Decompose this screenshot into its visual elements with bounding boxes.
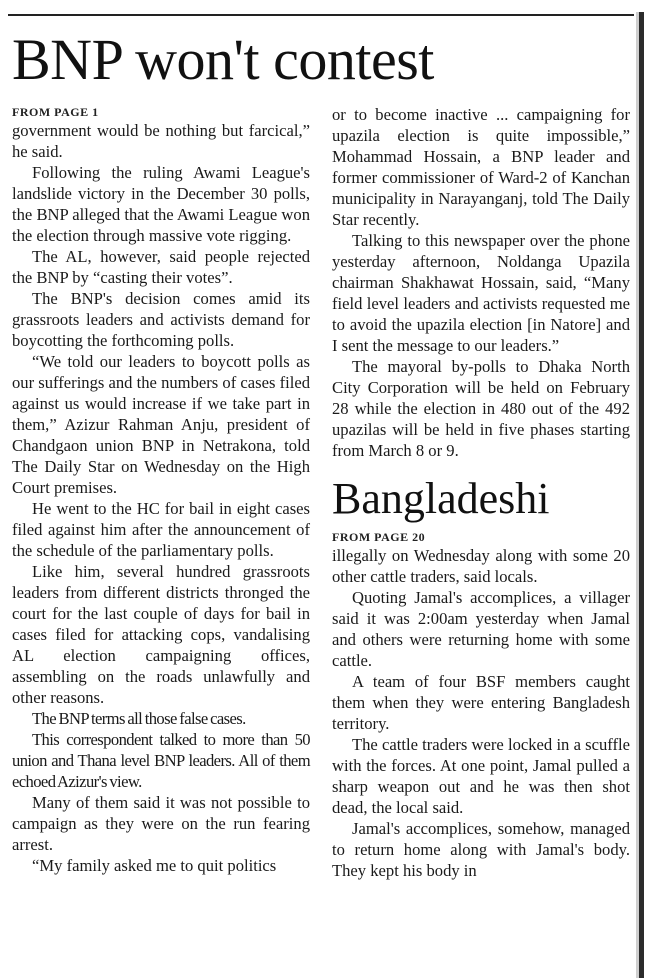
column-left [12, 104, 310, 876]
column-right [332, 104, 630, 881]
headline-bangladeshi: Bangladeshi [332, 474, 550, 523]
paragraph: Following the ruling Awami League's landslide victory in the December 30 polls, the BNP alleged that the Awami League won the election through massive vote rigging. [12, 163, 310, 245]
paragraph: The mayoral by-polls to Dhaka North City Corporation will be held on February 28 while the election in 480 out of the 492 upazilas will be held in five phases starting from March 8 or 9. [332, 357, 630, 460]
paragraph: Many of them said it was not possible to campaign as they were on the run fearing arrest. [12, 793, 310, 854]
paragraph: He went to the HC for bail in eight cases filed against him after the announcement of the schedule of the parliamentary polls. [12, 499, 310, 560]
from-page-label: FROM PAGE 1 [12, 105, 99, 119]
from-page-label: FROM PAGE 20 [332, 530, 426, 544]
paragraph: The BNP's decision comes amid its grassroots leaders and activists demand for boycotting the forthcoming polls. [12, 289, 310, 350]
paragraph: The cattle traders were locked in a scuffle with the forces. At one point, Jamal pulled a sharp weapon out and he was then shot dead, the local said. [332, 735, 630, 817]
paragraph: Talking to this newspaper over the phone yesterday afternoon, Noldanga Upazila chairman Shakhawat Hossain, said, “Many field level leaders and activists requested me to avoid the upazila election [in Natore] and I sent the message to our leaders.” [332, 231, 630, 355]
paragraph: or to become inactive ... campaigning for upazila election is quite impossible,” Mohammad Hossain, a BNP leader and former commissioner of Ward-2 of Kanchan municipality in Narayanganj, told The Daily Star recently. [332, 105, 630, 229]
top-rule [8, 14, 634, 16]
paragraph: The BNP terms all those false cases. [32, 709, 246, 728]
paragraph: “My family asked me to quit politics [32, 856, 277, 875]
paragraph: This correspondent talked to more than 50 union and Thana level BNP leaders. All of them echoed Azizur's view. [12, 730, 310, 791]
headline-bnp: BNP won't contest [12, 27, 434, 92]
paragraph: illegally on Wednesday along with some 20 other cattle traders, said locals. [332, 546, 630, 586]
paragraph: Quoting Jamal's accomplices, a villager said it was 2:00am yesterday when Jamal and others were returning home with some cattle. [332, 588, 630, 670]
page-edge [636, 12, 644, 978]
paragraph: Jamal's accomplices, somehow, managed to return home along with Jamal's body. They kept his body in [332, 819, 630, 880]
paragraph: “We told our leaders to boycott polls as our sufferings and the numbers of cases filed against us would increase if we take part in them,” Azizur Rahman Anju, president of Chandgaon union BNP in Netrakona, told The Daily Star on Wednesday on the High Court premises. [12, 352, 310, 497]
paragraph: The AL, however, said people rejected the BNP by “casting their votes”. [12, 247, 310, 287]
paragraph: Like him, several hundred grassroots leaders from different districts thronged the court for the last couple of days for bail in cases filed for attacking cops, vandalising AL election campaigning offices, assembling on the roads unlawfully and other reasons. [12, 562, 310, 707]
paragraph: A team of four BSF members caught them when they were entering Bangladesh territory. [332, 672, 630, 733]
paragraph: government would be nothing but farcical,” he said. [12, 121, 310, 161]
